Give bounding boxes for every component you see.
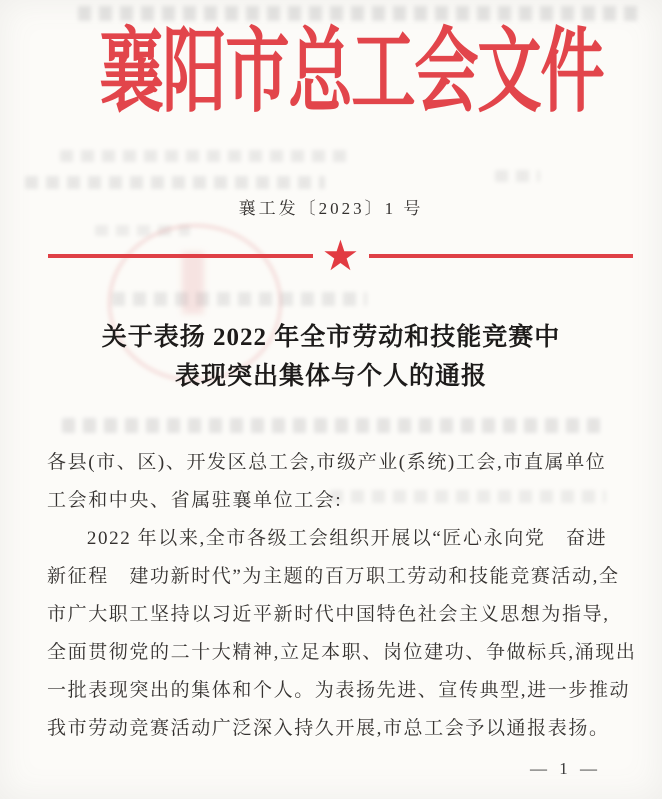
- red-star-icon: ★: [321, 231, 360, 280]
- salutation-line: 工会和中央、省属驻襄单位工会:: [47, 490, 343, 511]
- bleedthrough-smudge: [78, 6, 640, 21]
- salutation-line: 各县(市、区)、开发区总工会,市级产业(系统)工会,市直属单位: [47, 452, 607, 473]
- bleedthrough-smudge: [95, 225, 190, 236]
- paragraph-line: 全面贯彻党的二十大精神,立足本职、岗位建功、争做标兵,涌现出: [47, 642, 637, 663]
- document-body: [47, 444, 637, 748]
- page-number: — 1 —: [530, 759, 601, 778]
- document-title: [0, 318, 662, 396]
- bleedthrough-smudge: [60, 150, 350, 162]
- paragraph-line: 我市劳动竞赛活动广泛深入持久开展,市总工会予以通报表扬。: [47, 718, 610, 739]
- red-separator-rule: [48, 231, 633, 280]
- document-title-line1: 关于表扬 2022 年全市劳动和技能竞赛中: [101, 324, 561, 351]
- bleedthrough-smudge: [495, 170, 540, 182]
- letterhead-title: 襄阳市总工会文件: [99, 21, 604, 123]
- paragraph-line: 新征程 建功新时代”为主题的百万职工劳动和技能竞赛活动,全: [47, 566, 620, 587]
- paragraph-line: 市广大职工坚持以习近平新时代中国特色社会主义思想为指导,: [47, 604, 610, 625]
- paragraph-line: 2022 年以来,全市各级工会组织开展以“匠心永向党 奋进: [86, 528, 608, 549]
- red-rule-right-segment: [369, 254, 634, 258]
- bleedthrough-smudge: [62, 418, 608, 433]
- bleedthrough-smudge: [25, 176, 325, 189]
- paragraph-line: 一批表现突出的集体和个人。为表扬先进、宣传典型,进一步推动: [47, 680, 631, 701]
- red-rule-left-segment: [48, 254, 313, 258]
- bleedthrough-smudge: [112, 292, 367, 306]
- document-number: 襄工发〔2023〕1 号: [238, 199, 424, 218]
- document-title-line2: 表现突出集体与个人的通报: [174, 363, 487, 390]
